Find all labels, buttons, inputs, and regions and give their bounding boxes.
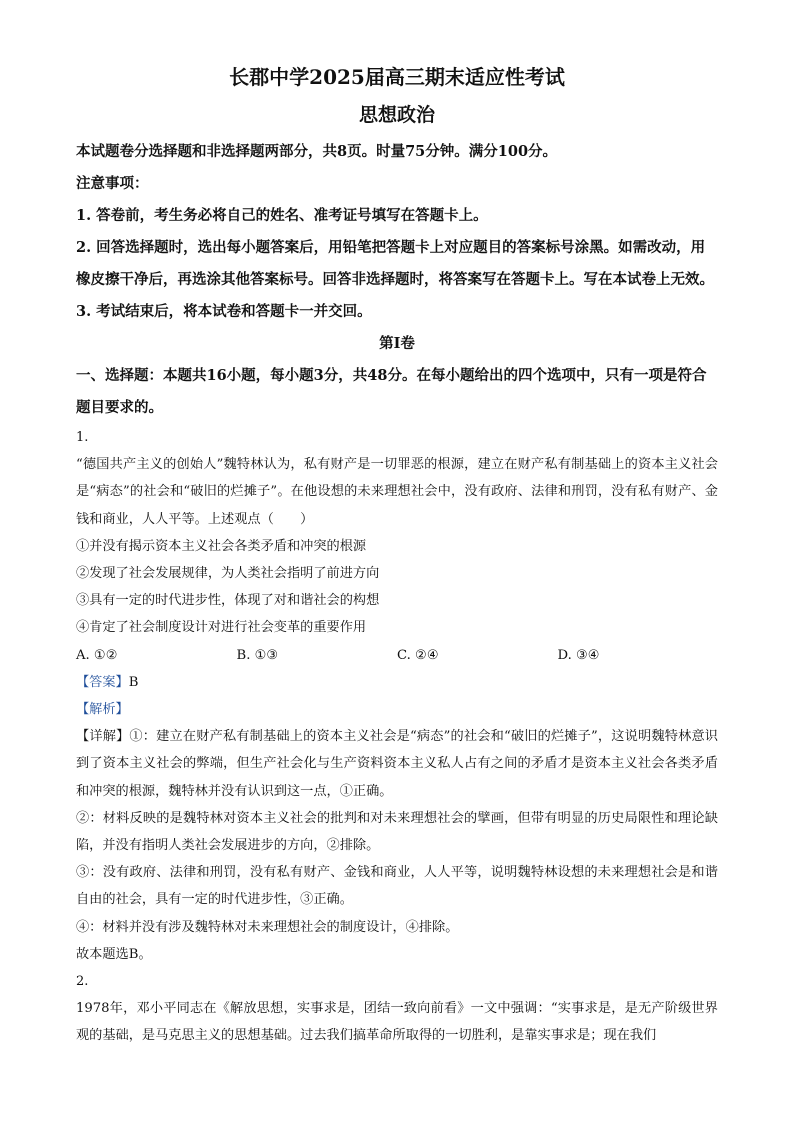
question-statement: ③具有一定的时代进步性，体现了对和谐社会的构想 [76,593,380,609]
notes-heading: 注意事项： [76,175,149,192]
section-instruction: 一、选择题：本题共16小题，每小题3分，共48分。在每小题给出的四个选项中，只有一项是符合题目要求的。 [76,367,707,416]
answer-options [76,642,718,669]
option-c: C. ②④ [397,647,439,663]
answer-label: 【答案】 [76,674,129,690]
explanation-paragraph: ②：材料反映的是魏特林对资本主义社会的批判和对未来理想社会的擘画，但带有明显的历史局限性和理论缺陷，并没有指明人类社会发展进步的方向，②排除。 [76,810,718,854]
note-item: 2. 回答选择题时，选出每小题答案后，用铅笔把答题卡上对应题目的答案标号涂黑。如需改动，用橡皮擦干净后，再选涂其他答案标号。回答非选择题时，将答案写在答题卡上。写在本试卷上无效。 [76,239,714,288]
exam-intro: 本试题卷分选择题和非选择题两部分，共8页。时量75分钟。满分100分。 [76,143,558,160]
option-b: B. ①③ [236,647,279,663]
question-statement: ④肯定了社会制度设计对进行社会变革的重要作用 [76,620,367,636]
answer-value: B [128,674,139,690]
question-number: 2. [76,974,89,990]
question-statement: ①并没有揭示资本主义社会各类矛盾和冲突的根源 [76,538,367,554]
subject-title: 思想政治 [358,104,435,126]
option-d: D. ③④ [557,647,600,663]
answer-line [76,669,718,696]
analysis-label: 【解析】 [76,702,129,718]
exam-page [76,62,718,1050]
explanation-paragraph: 故本题选B。 [76,946,152,962]
exam-title: 长郡中学2025届高三期末适应性考试 [229,65,565,89]
note-item: 3. 考试结束后，将本试卷和答题卡一并交回。 [76,303,372,320]
explanation-paragraph: 【详解】①：建立在财产私有制基础上的资本主义社会是“病态”的社会和“破旧的烂摊子”，这说明魏特林意识到了资本主义社会的弊端，但生产社会化与生产资料资本主义私人占有之间的矛盾才是资本主义社会各类矛盾和冲突的根源，魏特林并没有认识到这一点，①正确。 [76,729,718,799]
question-stem: 1978年，邓小平同志在《解放思想，实事求是，团结一致向前看》一文中强调：“实事求是，是无产阶级世界观的基础，是马克思主义的思想基础。过去我们搞革命所取得的一切胜利，是靠实事求是；现在我们 [76,1001,718,1044]
explanation-paragraph: ④：材料并没有涉及魏特林对未来理想社会的制度设计，④排除。 [76,919,459,935]
note-item: 1. 答卷前，考生务必将自己的姓名、准考证号填写在答题卡上。 [76,207,488,224]
question-stem: “德国共产主义的创始人”魏特林认为，私有财产是一切罪恶的根源，建立在财产私有制基础上的资本主义社会是“病态”的社会和“破旧的烂摊子”。在他设想的未来理想社会中，没有政府、法律和刑罚，没有私有财产、金钱和商业，人人平等。上述观点（ ） [76,457,718,527]
explanation-paragraph: ③：没有政府、法律和刑罚，没有私有财产、金钱和商业，人人平等，说明魏特林设想的未来理想社会是和谐自由的社会，具有一定的时代进步性，③正确。 [76,865,718,908]
question-statement: ②发现了社会发展规律，为人类社会指明了前进方向 [76,566,380,582]
question-number: 1. [76,430,89,445]
section-title: 第Ⅰ卷 [379,335,415,352]
option-a: A. ①② [76,647,118,663]
